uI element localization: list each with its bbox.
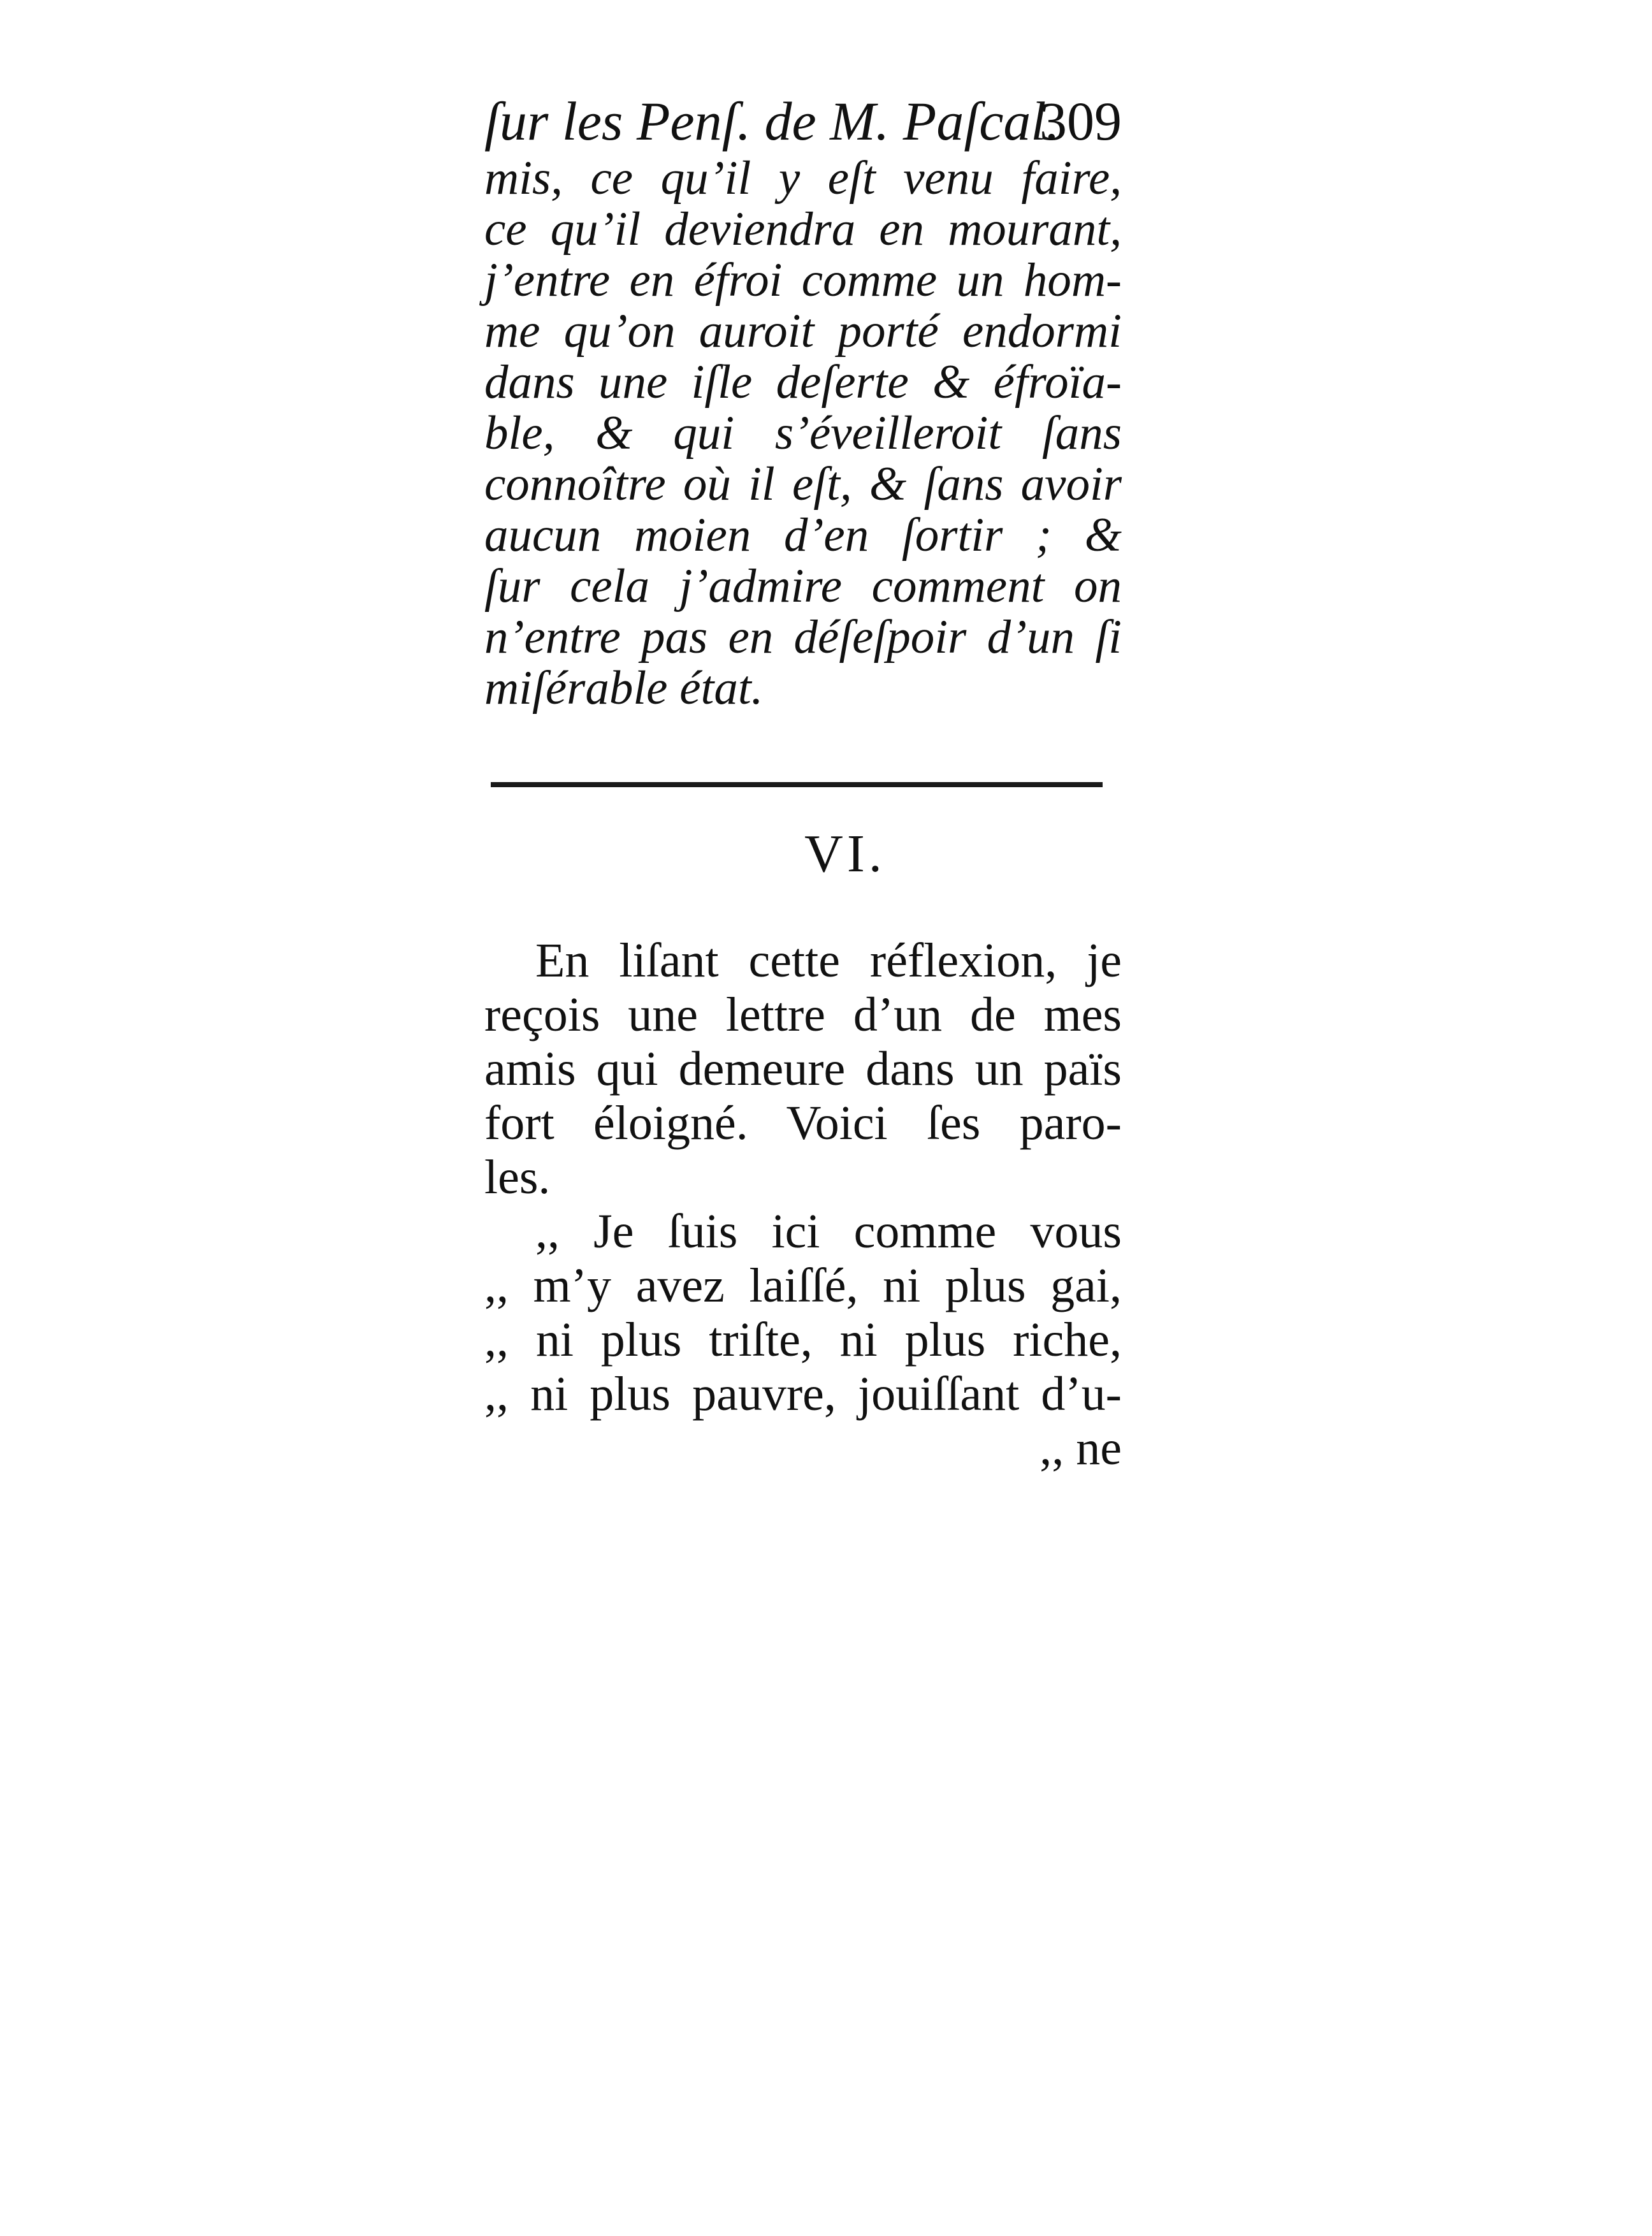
text-line: ſur cela j’admire comment on: [484, 560, 1122, 613]
text-line: aucun moien d’en ſortir ; &: [484, 509, 1122, 562]
text-line: connoître où il eſt, & ſans avoir: [484, 458, 1122, 511]
text-line: amis qui demeure dans un païs: [484, 1042, 1122, 1096]
text-line: miſérable état.: [484, 662, 764, 715]
italic-quotation: [484, 153, 1122, 714]
catchword: ,, ne: [1040, 1421, 1122, 1475]
text-line: ce qu’il deviendra en mourant,: [484, 203, 1122, 256]
section-divider-rule: [491, 782, 1103, 787]
text-line: ble, & qui s’éveilleroit ſans: [484, 407, 1122, 460]
text-line: ,, m’y avez laiſſé, ni plus gai,: [484, 1259, 1122, 1312]
page-header: [484, 89, 1122, 159]
text-line: ,, ni plus triſte, ni plus riche,: [484, 1313, 1122, 1367]
text-line: ,, ni plus pauvre, jouiſſant d’u-: [484, 1367, 1122, 1421]
section-heading: [0, 822, 1652, 886]
text-line: j’entre en éfroi comme un hom-: [484, 254, 1122, 307]
text-line: En liſant cette réflexion, je: [535, 934, 1122, 987]
body-text: [484, 934, 1122, 1476]
text-line: n’entre pas en déſeſpoir d’un ſi: [484, 611, 1122, 664]
text-line: me qu’on auroit porté endormi: [484, 305, 1122, 358]
section-number: VI.: [804, 824, 886, 883]
text-line: fort éloigné. Voici ſes paro-: [484, 1096, 1122, 1150]
text-line: ,, Je ſuis ici comme vous: [535, 1205, 1122, 1258]
text-line: les.: [484, 1151, 551, 1204]
running-head: ſur les Penſ. de M. Paſcal.: [484, 91, 1060, 152]
text-line: reçois une lettre d’un de mes: [484, 988, 1122, 1042]
text-line: mis, ce qu’il y eſt venu faire,: [484, 152, 1122, 205]
text-line: dans une iſle deſerte & éfroïa-: [484, 356, 1122, 409]
page-number: 309: [1040, 91, 1122, 152]
